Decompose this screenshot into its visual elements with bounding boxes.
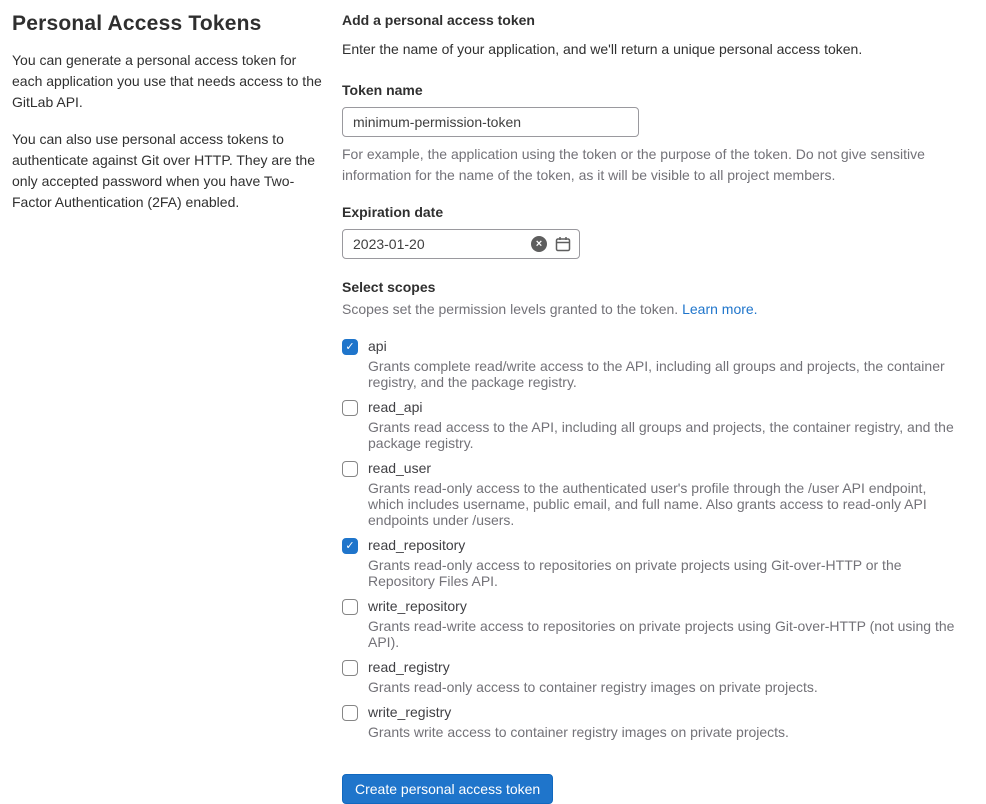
select-scopes-group <box>342 279 967 740</box>
description-paragraph-2: You can also use personal access tokens to authenticate against Git over HTTP. They are the only accepted password when you have Two-Factor Authentication (2FA) enabled. <box>12 131 315 210</box>
scope-checkbox-read_repository[interactable] <box>342 538 358 554</box>
expiration-date-field <box>342 229 580 259</box>
scope-name-read_user[interactable]: read_user <box>368 460 432 476</box>
create-token-button[interactable]: Create personal access token <box>342 774 553 804</box>
learn-more-link[interactable]: Learn more. <box>682 301 758 317</box>
scope-checkbox-write_repository[interactable] <box>342 599 358 615</box>
scopes-help-text: Scopes set the permission levels granted to the token. <box>342 301 683 317</box>
scope-description-read_api: Grants read access to the API, including all groups and projects, the container registry, and the package registry. <box>368 419 954 451</box>
scope-description-write_repository: Grants read-write access to repositories on private projects using Git-over-HTTP (not using the API). <box>368 618 955 650</box>
select-scopes-label: Select scopes <box>342 279 436 295</box>
scope-description-read_repository: Grants read-only access to repositories on private projects using Git-over-HTTP or the Repository Files API. <box>368 557 902 589</box>
scope-row-api <box>342 337 967 390</box>
form-subheading: Enter the name of your application, and we'll return a unique personal access token. <box>342 41 863 57</box>
token-name-help: For example, the application using the token or the purpose of the token. Do not give sensitive information for the name of the token, as it will be visible to all project members. <box>342 146 925 183</box>
scope-name-read_api[interactable]: read_api <box>368 399 423 415</box>
token-form <box>342 12 967 804</box>
expiration-date-group <box>342 204 967 259</box>
scope-description-api: Grants complete read/write access to the API, including all groups and projects, the container registry, and the package registry. <box>368 358 945 390</box>
scope-description-write_registry: Grants write access to container registry images on private projects. <box>368 724 789 740</box>
scope-checkbox-read_api[interactable] <box>342 400 358 416</box>
scope-checkbox-read_registry[interactable] <box>342 660 358 676</box>
token-name-input[interactable] <box>342 107 639 137</box>
token-name-group <box>342 82 967 186</box>
scope-row-write_registry <box>342 703 967 740</box>
calendar-icon[interactable] <box>555 236 571 257</box>
scope-row-write_repository <box>342 597 967 650</box>
page-title: Personal Access Tokens <box>12 12 262 35</box>
settings-section-description <box>12 12 324 804</box>
scope-name-read_registry[interactable]: read_registry <box>368 659 450 675</box>
scope-description-read_registry: Grants read-only access to container registry images on private projects. <box>368 679 818 695</box>
scope-row-read_registry <box>342 658 967 695</box>
scope-name-write_repository[interactable]: write_repository <box>368 598 467 614</box>
description-paragraph-1: You can generate a personal access token for each application you use that needs access to the GitLab API. <box>12 52 322 110</box>
scope-description-read_user: Grants read-only access to the authenticated user's profile through the /user API endpoint, which includes username, public email, and full name. Also grants access to read-only API endpoints under /users. <box>368 480 927 528</box>
scope-row-read_api <box>342 398 967 451</box>
scope-name-api[interactable]: api <box>368 338 387 354</box>
form-heading: Add a personal access token <box>342 12 535 28</box>
token-name-label: Token name <box>342 82 423 98</box>
scope-row-read_repository <box>342 536 967 589</box>
expiration-date-label: Expiration date <box>342 204 444 220</box>
scope-row-read_user <box>342 459 967 528</box>
scope-checkbox-api[interactable] <box>342 339 358 355</box>
scopes-help <box>342 299 967 320</box>
scope-name-write_registry[interactable]: write_registry <box>368 704 452 720</box>
scope-name-read_repository[interactable]: read_repository <box>368 537 466 553</box>
scope-list <box>342 337 967 740</box>
scope-checkbox-read_user[interactable] <box>342 461 358 477</box>
clear-date-icon[interactable]: × <box>531 236 547 252</box>
scope-checkbox-write_registry[interactable] <box>342 705 358 721</box>
